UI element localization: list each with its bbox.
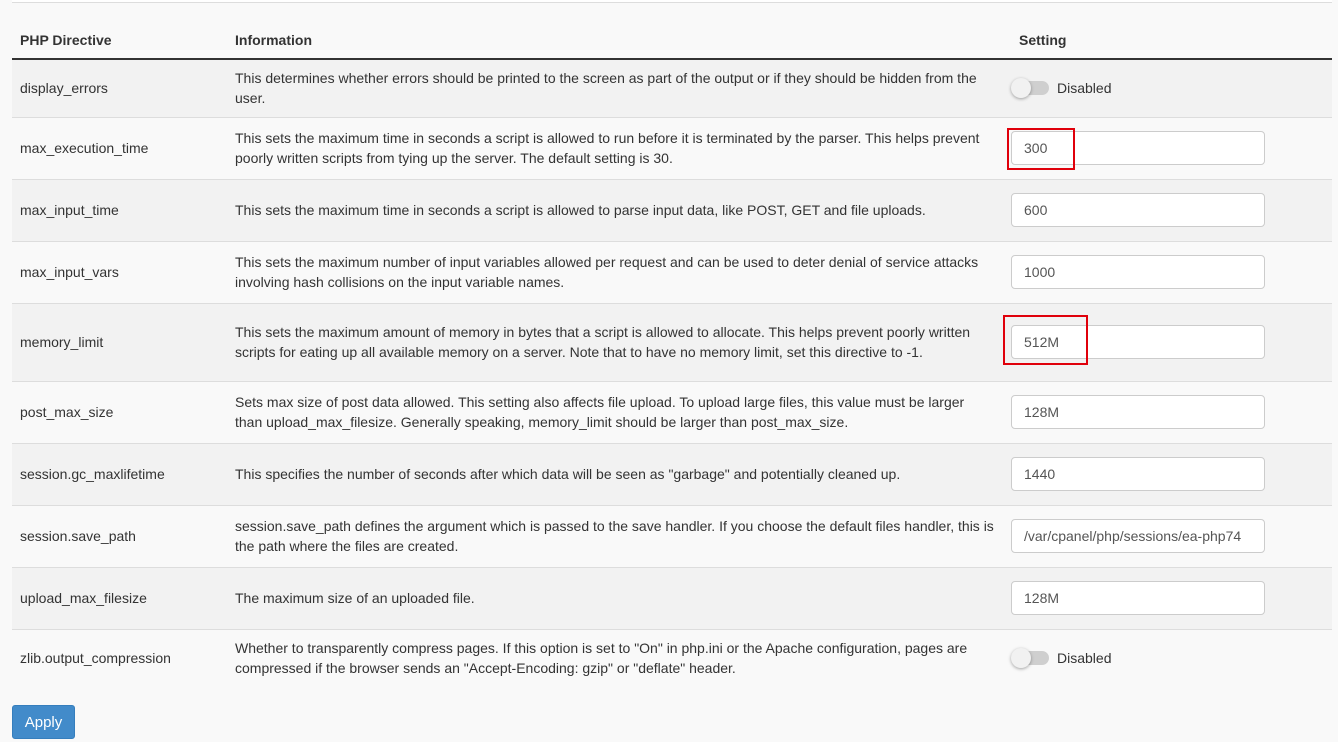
directive-info: session.save_path defines the argument which is passed to the save handler. If you choose the default files handler, this is the path where the files are created. — [227, 505, 1003, 567]
session-save-path-input[interactable] — [1011, 519, 1265, 553]
directive-info: This sets the maximum amount of memory in bytes that a script is allowed to allocate. This helps prevent poorly written scripts for eating up all available memory on a server. Note that to have no memory limit, set this directive to -1. — [227, 303, 1003, 381]
setting-cell — [1003, 381, 1332, 443]
toggle-state-label: Disabled — [1057, 650, 1112, 667]
directive-name: max_input_vars — [12, 241, 227, 303]
php-directives-table — [12, 22, 1332, 687]
setting-cell — [1003, 629, 1332, 687]
memory-limit-input[interactable] — [1011, 325, 1265, 359]
directive-info: This sets the maximum number of input variables allowed per request and can be used to deter denial of service attacks involving hash collisions on the input variable names. — [227, 241, 1003, 303]
post-max-size-input[interactable] — [1011, 395, 1265, 429]
directive-name: post_max_size — [12, 381, 227, 443]
directive-info: The maximum size of an uploaded file. — [227, 567, 1003, 629]
setting-cell — [1003, 303, 1332, 381]
upload-max-filesize-input[interactable] — [1011, 581, 1265, 615]
apply-button[interactable]: Apply — [12, 705, 75, 739]
setting-cell — [1003, 241, 1332, 303]
directive-name: max_input_time — [12, 179, 227, 241]
directive-info: This specifies the number of seconds after which data will be seen as "garbage" and potentially cleaned up. — [227, 443, 1003, 505]
setting-cell — [1003, 59, 1332, 117]
header-information: Information — [227, 22, 1003, 59]
table-row — [12, 629, 1332, 687]
directive-info: This sets the maximum time in seconds a script is allowed to run before it is terminated by the parser. This helps prevent poorly written scripts from tying up the server. The default setting is 30. — [227, 117, 1003, 179]
table-row — [12, 241, 1332, 303]
table-row — [12, 117, 1332, 179]
top-panel-edge — [12, 0, 1332, 3]
max-input-vars-input[interactable] — [1011, 255, 1265, 289]
session-gc-maxlifetime-input[interactable] — [1011, 457, 1265, 491]
setting-cell — [1003, 117, 1332, 179]
table-row — [12, 443, 1332, 505]
max-input-time-input[interactable] — [1011, 193, 1265, 227]
table-row — [12, 567, 1332, 629]
toggle-knob — [1011, 78, 1031, 98]
directive-name: memory_limit — [12, 303, 227, 381]
setting-cell — [1003, 443, 1332, 505]
display-errors-toggle[interactable] — [1013, 81, 1049, 95]
directive-name: display_errors — [12, 59, 227, 117]
header-directive: PHP Directive — [12, 22, 227, 59]
toggle-state-label: Disabled — [1057, 80, 1112, 97]
directive-name: max_execution_time — [12, 117, 227, 179]
table-header-row — [12, 22, 1332, 59]
directive-info: Whether to transparently compress pages. If this option is set to "On" in php.ini or the Apache configuration, pages are compressed if the browser sends an "Accept-Encoding: gzip" or "deflate" header. — [227, 629, 1003, 687]
directive-name: upload_max_filesize — [12, 567, 227, 629]
header-setting: Setting — [1003, 22, 1332, 59]
directive-name: session.save_path — [12, 505, 227, 567]
table-row — [12, 59, 1332, 117]
table-row — [12, 303, 1332, 381]
zlib-output-compression-toggle[interactable] — [1013, 651, 1049, 665]
table-row — [12, 179, 1332, 241]
directive-info: Sets max size of post data allowed. This setting also affects file upload. To upload large files, this value must be larger than upload_max_filesize. Generally speaking, memory_limit should be larger than post_max_size. — [227, 381, 1003, 443]
directive-name: zlib.output_compression — [12, 629, 227, 687]
setting-cell — [1003, 179, 1332, 241]
toggle-knob — [1011, 648, 1031, 668]
setting-cell — [1003, 505, 1332, 567]
table-row — [12, 505, 1332, 567]
directive-info: This sets the maximum time in seconds a script is allowed to parse input data, like POST, GET and file uploads. — [227, 179, 1003, 241]
directive-info: This determines whether errors should be printed to the screen as part of the output or if they should be hidden from the user. — [227, 59, 1003, 117]
setting-cell — [1003, 567, 1332, 629]
max-execution-time-input[interactable] — [1011, 131, 1265, 165]
directive-name: session.gc_maxlifetime — [12, 443, 227, 505]
table-row — [12, 381, 1332, 443]
